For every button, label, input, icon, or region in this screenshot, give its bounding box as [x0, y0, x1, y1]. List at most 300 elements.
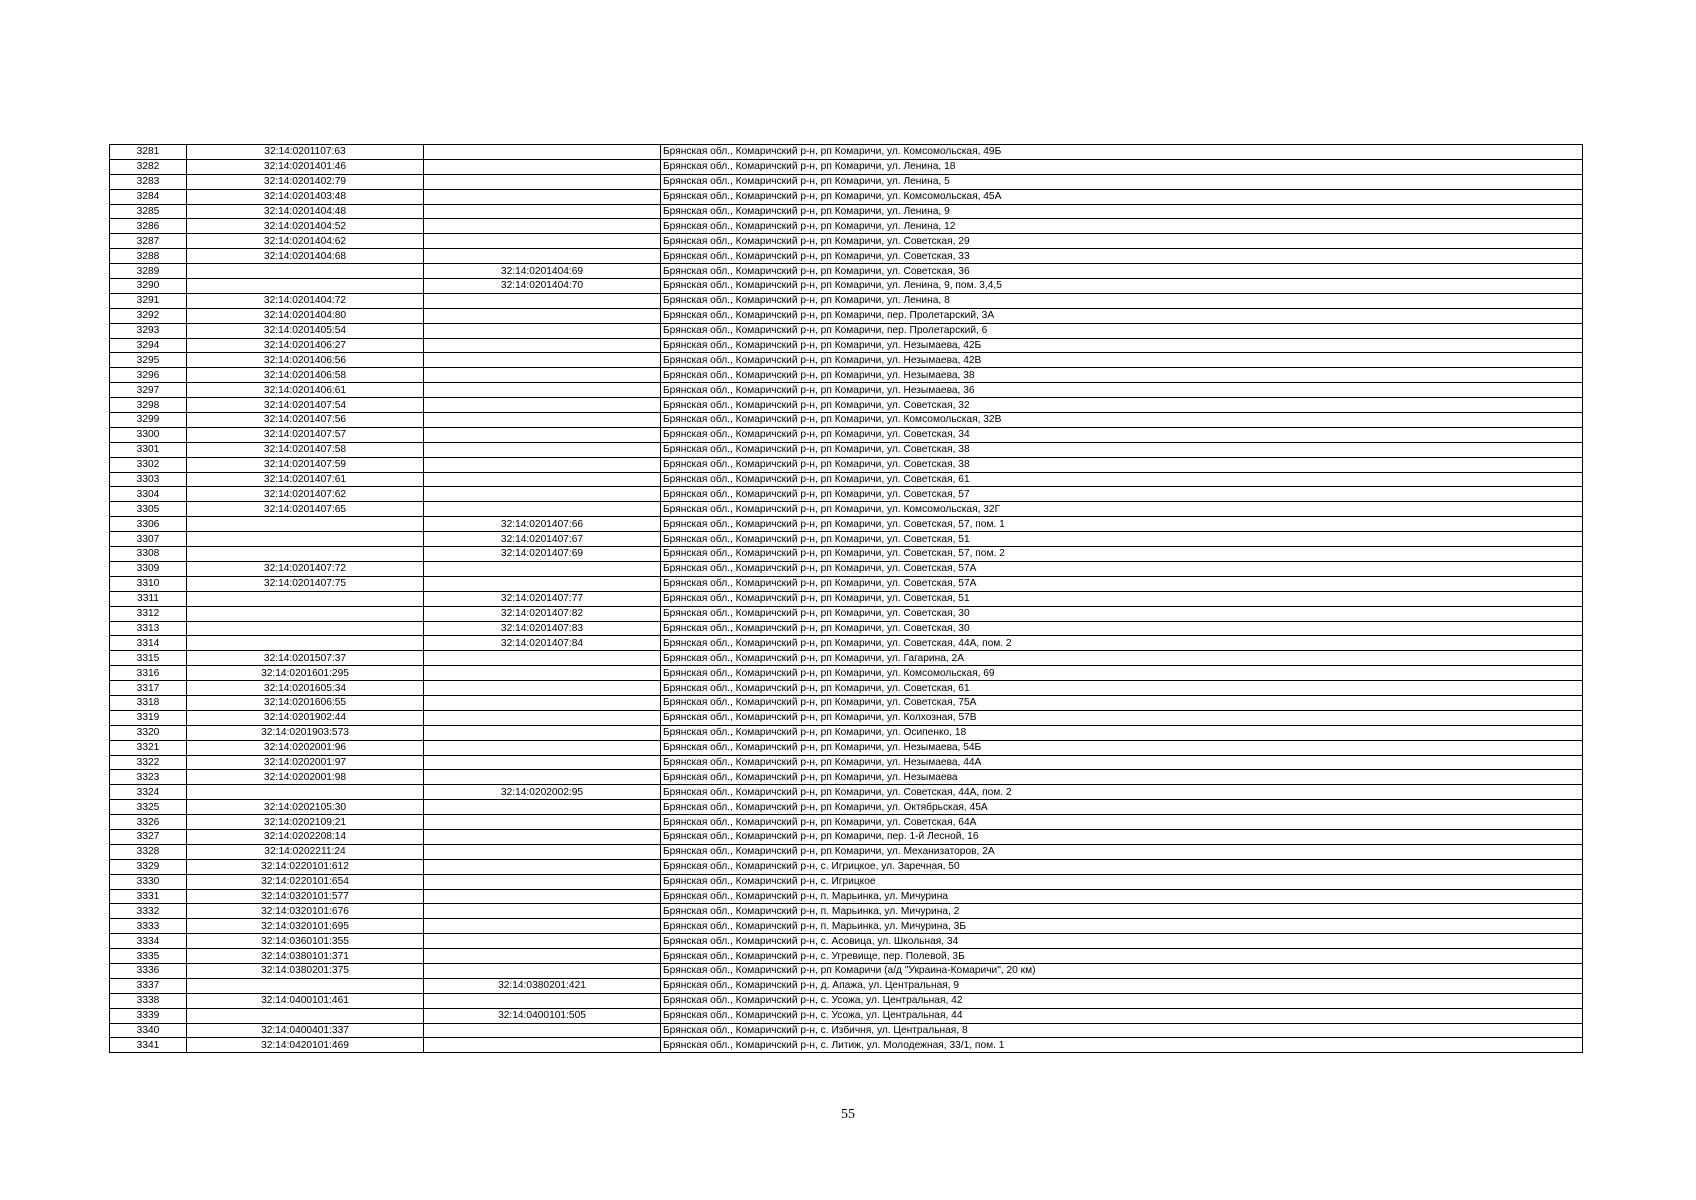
- address-cell: Брянская обл., Комаричский р-н, рп Комаричи, ул. Осипенко, 18: [661, 725, 1583, 740]
- address-cell: Брянская обл., Комаричский р-н, рп Комаричи, ул. Советская, 57А: [661, 561, 1583, 576]
- row-number-cell: 3302: [110, 457, 187, 472]
- cadastral-number-alt-cell: [424, 949, 661, 964]
- address-cell: Брянская обл., Комаричский р-н, рп Комаричи, ул. Незымаева, 54Б: [661, 740, 1583, 755]
- row-number-cell: 3292: [110, 308, 187, 323]
- cadastral-number-cell: 32:14:0201407:59: [187, 457, 424, 472]
- cadastral-number-cell: 32:14:0201902:44: [187, 710, 424, 725]
- row-number-cell: 3297: [110, 383, 187, 398]
- cadastral-number-alt-cell: 32:14:0201407:77: [424, 591, 661, 606]
- cadastral-number-alt-cell: 32:14:0202002:95: [424, 785, 661, 800]
- cadastral-number-cell: 32:14:0420101:469: [187, 1038, 424, 1053]
- cadastral-number-cell: 32:14:0202001:97: [187, 755, 424, 770]
- table-row: [110, 800, 1583, 815]
- cadastral-number-alt-cell: [424, 249, 661, 264]
- cadastral-number-cell: 32:14:0201404:52: [187, 219, 424, 234]
- table-row: [110, 442, 1583, 457]
- address-cell: Брянская обл., Комаричский р-н, рп Комаричи, ул. Советская, 34: [661, 427, 1583, 442]
- cadastral-number-alt-cell: [424, 934, 661, 949]
- table-row: [110, 681, 1583, 696]
- cadastral-number-cell: 32:14:0320101:695: [187, 919, 424, 934]
- table-row: [110, 1023, 1583, 1038]
- cadastral-number-alt-cell: [424, 204, 661, 219]
- cadastral-number-alt-cell: [424, 770, 661, 785]
- table-row: [110, 323, 1583, 338]
- cadastral-number-cell: 32:14:0380101:371: [187, 949, 424, 964]
- row-number-cell: 3283: [110, 174, 187, 189]
- row-number-cell: 3281: [110, 145, 187, 160]
- cadastral-number-cell: [187, 606, 424, 621]
- cadastral-number-alt-cell: [424, 159, 661, 174]
- table-row: [110, 591, 1583, 606]
- cadastral-table: [109, 144, 1583, 1053]
- row-number-cell: 3318: [110, 695, 187, 710]
- table-row: [110, 934, 1583, 949]
- address-cell: Брянская обл., Комаричский р-н, рп Комаричи, ул. Советская, 57, пом. 1: [661, 517, 1583, 532]
- row-number-cell: 3324: [110, 785, 187, 800]
- row-number-cell: 3338: [110, 993, 187, 1008]
- cadastral-number-alt-cell: [424, 993, 661, 1008]
- table-row: [110, 413, 1583, 428]
- cadastral-number-cell: 32:14:0201404:68: [187, 249, 424, 264]
- table-row: [110, 829, 1583, 844]
- row-number-cell: 3327: [110, 829, 187, 844]
- cadastral-number-alt-cell: [424, 576, 661, 591]
- table-row: [110, 785, 1583, 800]
- cadastral-number-cell: 32:14:0400401:337: [187, 1023, 424, 1038]
- row-number-cell: 3308: [110, 547, 187, 562]
- cadastral-number-alt-cell: [424, 874, 661, 889]
- row-number-cell: 3340: [110, 1023, 187, 1038]
- table-row: [110, 621, 1583, 636]
- table-row: [110, 874, 1583, 889]
- table-row: [110, 427, 1583, 442]
- row-number-cell: 3311: [110, 591, 187, 606]
- cadastral-number-cell: 32:14:0201606:55: [187, 695, 424, 710]
- address-cell: Брянская обл., Комаричский р-н, рп Комаричи, ул. Советская, 36: [661, 264, 1583, 279]
- cadastral-number-alt-cell: [424, 442, 661, 457]
- table-row: [110, 606, 1583, 621]
- cadastral-number-alt-cell: [424, 963, 661, 978]
- cadastral-number-cell: 32:14:0201407:57: [187, 427, 424, 442]
- cadastral-number-cell: 32:14:0201407:75: [187, 576, 424, 591]
- table-row: [110, 338, 1583, 353]
- cadastral-number-cell: [187, 547, 424, 562]
- row-number-cell: 3319: [110, 710, 187, 725]
- cadastral-number-alt-cell: [424, 145, 661, 160]
- cadastral-number-alt-cell: [424, 487, 661, 502]
- row-number-cell: 3329: [110, 859, 187, 874]
- cadastral-number-alt-cell: [424, 472, 661, 487]
- row-number-cell: 3289: [110, 264, 187, 279]
- row-number-cell: 3330: [110, 874, 187, 889]
- row-number-cell: 3300: [110, 427, 187, 442]
- table-row: [110, 844, 1583, 859]
- cadastral-number-cell: [187, 264, 424, 279]
- address-cell: Брянская обл., Комаричский р-н, рп Комаричи, ул. Ленина, 9, пом. 3,4,5: [661, 279, 1583, 294]
- table-row: [110, 368, 1583, 383]
- row-number-cell: 3285: [110, 204, 187, 219]
- address-cell: Брянская обл., Комаричский р-н, рп Комаричи, ул. Комсомольская, 32В: [661, 413, 1583, 428]
- cadastral-number-cell: 32:14:0201405:54: [187, 323, 424, 338]
- address-cell: Брянская обл., Комаричский р-н, рп Комаричи, ул. Советская, 38: [661, 442, 1583, 457]
- table-row: [110, 502, 1583, 517]
- row-number-cell: 3306: [110, 517, 187, 532]
- cadastral-number-alt-cell: [424, 323, 661, 338]
- table-row: [110, 189, 1583, 204]
- cadastral-number-alt-cell: [424, 561, 661, 576]
- cadastral-number-alt-cell: 32:14:0400101:505: [424, 1008, 661, 1023]
- cadastral-number-cell: 32:14:0320101:577: [187, 889, 424, 904]
- address-cell: Брянская обл., Комаричский р-н, п. Марьинка, ул. Мичурина, 3Б: [661, 919, 1583, 934]
- cadastral-number-cell: 32:14:0202001:96: [187, 740, 424, 755]
- row-number-cell: 3307: [110, 532, 187, 547]
- cadastral-number-alt-cell: [424, 829, 661, 844]
- row-number-cell: 3286: [110, 219, 187, 234]
- address-cell: Брянская обл., Комаричский р-н, п. Марьинка, ул. Мичурина, 2: [661, 904, 1583, 919]
- cadastral-number-cell: 32:14:0202208:14: [187, 829, 424, 844]
- address-cell: Брянская обл., Комаричский р-н, рп Комаричи, ул. Советская, 51: [661, 591, 1583, 606]
- cadastral-number-alt-cell: [424, 308, 661, 323]
- row-number-cell: 3309: [110, 561, 187, 576]
- row-number-cell: 3325: [110, 800, 187, 815]
- address-cell: Брянская обл., Комаричский р-н, с. Усожа, ул. Центральная, 44: [661, 1008, 1583, 1023]
- table-row: [110, 755, 1583, 770]
- table-row: [110, 1038, 1583, 1053]
- cadastral-number-cell: 32:14:0201407:72: [187, 561, 424, 576]
- row-number-cell: 3321: [110, 740, 187, 755]
- address-cell: Брянская обл., Комаричский р-н, рп Комаричи, ул. Гагарина, 2А: [661, 651, 1583, 666]
- table-row: [110, 695, 1583, 710]
- table-row: [110, 145, 1583, 160]
- cadastral-number-cell: 32:14:0201407:54: [187, 398, 424, 413]
- row-number-cell: 3341: [110, 1038, 187, 1053]
- cadastral-number-cell: [187, 591, 424, 606]
- cadastral-number-cell: 32:14:0220101:654: [187, 874, 424, 889]
- row-number-cell: 3304: [110, 487, 187, 502]
- cadastral-number-alt-cell: [424, 174, 661, 189]
- address-cell: Брянская обл., Комаричский р-н, рп Комаричи, ул. Ленина, 8: [661, 293, 1583, 308]
- address-cell: Брянская обл., Комаричский р-н, рп Комаричи, ул. Ленина, 5: [661, 174, 1583, 189]
- address-cell: Брянская обл., Комаричский р-н, рп Комаричи, ул. Незымаева, 36: [661, 383, 1583, 398]
- address-cell: Брянская обл., Комаричский р-н, рп Комаричи, ул. Механизаторов, 2А: [661, 844, 1583, 859]
- address-cell: Брянская обл., Комаричский р-н, с. Игрицкое: [661, 874, 1583, 889]
- row-number-cell: 3333: [110, 919, 187, 934]
- cadastral-number-cell: 32:14:0201404:48: [187, 204, 424, 219]
- row-number-cell: 3316: [110, 666, 187, 681]
- address-cell: Брянская обл., Комаричский р-н, рп Комаричи, ул. Незымаева, 38: [661, 368, 1583, 383]
- cadastral-number-cell: 32:14:0201402:79: [187, 174, 424, 189]
- table-row: [110, 308, 1583, 323]
- table-row: [110, 517, 1583, 532]
- cadastral-number-cell: 32:14:0201407:58: [187, 442, 424, 457]
- address-cell: Брянская обл., Комаричский р-н, рп Комаричи, ул. Комсомольская, 45А: [661, 189, 1583, 204]
- page-number: 55: [841, 1107, 855, 1122]
- table-row: [110, 174, 1583, 189]
- row-number-cell: 3332: [110, 904, 187, 919]
- table-row: [110, 859, 1583, 874]
- cadastral-number-cell: 32:14:0201601:295: [187, 666, 424, 681]
- cadastral-number-cell: [187, 978, 424, 993]
- cadastral-number-cell: 32:14:0220101:612: [187, 859, 424, 874]
- address-cell: Брянская обл., Комаричский р-н, с. Избичня, ул. Центральная, 8: [661, 1023, 1583, 1038]
- cadastral-number-alt-cell: [424, 293, 661, 308]
- cadastral-number-cell: 32:14:0202211:24: [187, 844, 424, 859]
- cadastral-number-alt-cell: 32:14:0201407:66: [424, 517, 661, 532]
- cadastral-number-cell: [187, 621, 424, 636]
- cadastral-number-alt-cell: [424, 695, 661, 710]
- row-number-cell: 3335: [110, 949, 187, 964]
- table-row: [110, 740, 1583, 755]
- address-cell: Брянская обл., Комаричский р-н, рп Комаричи, ул. Советская, 57: [661, 487, 1583, 502]
- table-row: [110, 576, 1583, 591]
- address-cell: Брянская обл., Комаричский р-н, рп Комаричи, ул. Советская, 32: [661, 398, 1583, 413]
- address-cell: Брянская обл., Комаричский р-н, с. Усожа, ул. Центральная, 42: [661, 993, 1583, 1008]
- cadastral-number-cell: 32:14:0201401:46: [187, 159, 424, 174]
- row-number-cell: 3291: [110, 293, 187, 308]
- cadastral-number-cell: [187, 1008, 424, 1023]
- address-cell: Брянская обл., Комаричский р-н, рп Комаричи, ул. Советская, 29: [661, 234, 1583, 249]
- table-row: [110, 666, 1583, 681]
- table-row: [110, 204, 1583, 219]
- cadastral-number-cell: [187, 785, 424, 800]
- row-number-cell: 3303: [110, 472, 187, 487]
- row-number-cell: 3320: [110, 725, 187, 740]
- address-cell: Брянская обл., Комаричский р-н, рп Комаричи, ул. Советская, 38: [661, 457, 1583, 472]
- table-row: [110, 279, 1583, 294]
- row-number-cell: 3288: [110, 249, 187, 264]
- cadastral-number-alt-cell: [424, 1038, 661, 1053]
- table-row: [110, 398, 1583, 413]
- address-cell: Брянская обл., Комаричский р-н, рп Комаричи, ул. Ленина, 12: [661, 219, 1583, 234]
- row-number-cell: 3287: [110, 234, 187, 249]
- address-cell: Брянская обл., Комаричский р-н, рп Комаричи, ул. Советская, 44А, пом. 2: [661, 785, 1583, 800]
- row-number-cell: 3295: [110, 353, 187, 368]
- row-number-cell: 3310: [110, 576, 187, 591]
- cadastral-number-cell: [187, 279, 424, 294]
- cadastral-number-alt-cell: [424, 889, 661, 904]
- table-row: [110, 159, 1583, 174]
- table-row: [110, 889, 1583, 904]
- address-cell: Брянская обл., Комаричский р-н, рп Комаричи, ул. Советская, 51: [661, 532, 1583, 547]
- cadastral-number-alt-cell: [424, 457, 661, 472]
- cadastral-number-alt-cell: [424, 725, 661, 740]
- cadastral-number-alt-cell: [424, 502, 661, 517]
- cadastral-number-cell: 32:14:0201605:34: [187, 681, 424, 696]
- row-number-cell: 3313: [110, 621, 187, 636]
- row-number-cell: 3298: [110, 398, 187, 413]
- cadastral-number-cell: 32:14:0201407:56: [187, 413, 424, 428]
- row-number-cell: 3336: [110, 963, 187, 978]
- address-cell: Брянская обл., Комаричский р-н, с. Литиж, ул. Молодежная, 33/1, пом. 1: [661, 1038, 1583, 1053]
- cadastral-number-alt-cell: [424, 234, 661, 249]
- cadastral-number-cell: 32:14:0201407:61: [187, 472, 424, 487]
- cadastral-number-cell: 32:14:0202001:98: [187, 770, 424, 785]
- address-cell: Брянская обл., Комаричский р-н, рп Комаричи, ул. Незымаева, 42Б: [661, 338, 1583, 353]
- cadastral-number-alt-cell: [424, 368, 661, 383]
- cadastral-number-alt-cell: [424, 413, 661, 428]
- cadastral-number-alt-cell: [424, 844, 661, 859]
- table-row: [110, 710, 1583, 725]
- cadastral-number-cell: [187, 636, 424, 651]
- cadastral-number-alt-cell: [424, 383, 661, 398]
- table-row: [110, 532, 1583, 547]
- cadastral-number-cell: 32:14:0201406:27: [187, 338, 424, 353]
- row-number-cell: 3299: [110, 413, 187, 428]
- cadastral-number-cell: 32:14:0201403:48: [187, 189, 424, 204]
- cadastral-number-alt-cell: [424, 651, 661, 666]
- cadastral-number-alt-cell: [424, 904, 661, 919]
- cadastral-number-alt-cell: 32:14:0201407:84: [424, 636, 661, 651]
- address-cell: Брянская обл., Комаричский р-н, рп Комаричи, ул. Советская, 57, пом. 2: [661, 547, 1583, 562]
- cadastral-number-alt-cell: [424, 815, 661, 830]
- cadastral-number-cell: 32:14:0360101:355: [187, 934, 424, 949]
- address-cell: Брянская обл., Комаричский р-н, рп Комаричи, пер. Пролетарский, 6: [661, 323, 1583, 338]
- address-cell: Брянская обл., Комаричский р-н, рп Комаричи, ул. Незымаева, 44А: [661, 755, 1583, 770]
- address-cell: Брянская обл., Комаричский р-н, рп Комаричи, ул. Комсомольская, 49Б: [661, 145, 1583, 160]
- address-cell: Брянская обл., Комаричский р-н, рп Комаричи, ул. Советская, 44А, пом. 2: [661, 636, 1583, 651]
- table-row: [110, 561, 1583, 576]
- address-cell: Брянская обл., Комаричский р-н, рп Комаричи, ул. Советская, 61: [661, 681, 1583, 696]
- cadastral-number-alt-cell: [424, 681, 661, 696]
- row-number-cell: 3314: [110, 636, 187, 651]
- cadastral-number-cell: 32:14:0201406:58: [187, 368, 424, 383]
- cadastral-number-alt-cell: [424, 189, 661, 204]
- table-row: [110, 919, 1583, 934]
- cadastral-number-cell: 32:14:0400101:461: [187, 993, 424, 1008]
- table-body: [110, 145, 1583, 1053]
- table-row: [110, 963, 1583, 978]
- cadastral-number-alt-cell: [424, 219, 661, 234]
- row-number-cell: 3312: [110, 606, 187, 621]
- cadastral-number-alt-cell: 32:14:0201407:67: [424, 532, 661, 547]
- cadastral-number-alt-cell: [424, 919, 661, 934]
- address-cell: Брянская обл., Комаричский р-н, рп Комаричи (а/д "Украина-Комаричи", 20 км): [661, 963, 1583, 978]
- table-row: [110, 234, 1583, 249]
- row-number-cell: 3339: [110, 1008, 187, 1023]
- table-row: [110, 1008, 1583, 1023]
- cadastral-number-alt-cell: 32:14:0201407:83: [424, 621, 661, 636]
- cadastral-number-alt-cell: [424, 353, 661, 368]
- row-number-cell: 3315: [110, 651, 187, 666]
- row-number-cell: 3334: [110, 934, 187, 949]
- row-number-cell: 3282: [110, 159, 187, 174]
- cadastral-number-alt-cell: 32:14:0201404:69: [424, 264, 661, 279]
- address-cell: Брянская обл., Комаричский р-н, рп Комаричи, ул. Октябрьская, 45А: [661, 800, 1583, 815]
- address-cell: Брянская обл., Комаричский р-н, рп Комаричи, ул. Комсомольская, 69: [661, 666, 1583, 681]
- cadastral-number-alt-cell: [424, 710, 661, 725]
- address-cell: Брянская обл., Комаричский р-н, рп Комаричи, ул. Ленина, 18: [661, 159, 1583, 174]
- table-row: [110, 904, 1583, 919]
- row-number-cell: 3328: [110, 844, 187, 859]
- table-row: [110, 651, 1583, 666]
- address-cell: Брянская обл., Комаричский р-н, рп Комаричи, ул. Советская, 30: [661, 606, 1583, 621]
- row-number-cell: 3296: [110, 368, 187, 383]
- row-number-cell: 3301: [110, 442, 187, 457]
- row-number-cell: 3337: [110, 978, 187, 993]
- table-row: [110, 993, 1583, 1008]
- cadastral-number-cell: 32:14:0201404:62: [187, 234, 424, 249]
- cadastral-number-alt-cell: [424, 859, 661, 874]
- table-row: [110, 815, 1583, 830]
- address-cell: Брянская обл., Комаричский р-н, рп Комаричи, ул. Ленина, 9: [661, 204, 1583, 219]
- table-row: [110, 353, 1583, 368]
- table-row: [110, 547, 1583, 562]
- address-cell: Брянская обл., Комаричский р-н, рп Комаричи, ул. Незымаева, 42В: [661, 353, 1583, 368]
- table-row: [110, 949, 1583, 964]
- address-cell: Брянская обл., Комаричский р-н, с. Угревище, пер. Полевой, 3Б: [661, 949, 1583, 964]
- table-row: [110, 264, 1583, 279]
- row-number-cell: 3305: [110, 502, 187, 517]
- cadastral-number-alt-cell: 32:14:0201407:69: [424, 547, 661, 562]
- row-number-cell: 3290: [110, 279, 187, 294]
- row-number-cell: 3317: [110, 681, 187, 696]
- cadastral-number-alt-cell: 32:14:0380201:421: [424, 978, 661, 993]
- table-row: [110, 383, 1583, 398]
- cadastral-number-cell: 32:14:0320101:676: [187, 904, 424, 919]
- address-cell: Брянская обл., Комаричский р-н, рп Комаричи, ул. Советская, 57А: [661, 576, 1583, 591]
- cadastral-number-alt-cell: [424, 740, 661, 755]
- cadastral-number-alt-cell: [424, 666, 661, 681]
- cadastral-number-cell: [187, 532, 424, 547]
- cadastral-number-cell: 32:14:0201407:62: [187, 487, 424, 502]
- cadastral-number-cell: 32:14:0201903:573: [187, 725, 424, 740]
- row-number-cell: 3284: [110, 189, 187, 204]
- address-cell: Брянская обл., Комаричский р-н, с. Игрицкое, ул. Заречная, 50: [661, 859, 1583, 874]
- address-cell: Брянская обл., Комаричский р-н, рп Комаричи, ул. Колхозная, 57В: [661, 710, 1583, 725]
- cadastral-number-cell: 32:14:0202105:30: [187, 800, 424, 815]
- row-number-cell: 3323: [110, 770, 187, 785]
- table-row: [110, 472, 1583, 487]
- cadastral-number-alt-cell: [424, 338, 661, 353]
- table-row: [110, 249, 1583, 264]
- address-cell: Брянская обл., Комаричский р-н, рп Комаричи, ул. Советская, 33: [661, 249, 1583, 264]
- table-row: [110, 219, 1583, 234]
- cadastral-number-cell: 32:14:0201404:72: [187, 293, 424, 308]
- row-number-cell: 3322: [110, 755, 187, 770]
- cadastral-number-alt-cell: [424, 1023, 661, 1038]
- cadastral-number-cell: 32:14:0380201:375: [187, 963, 424, 978]
- cadastral-number-alt-cell: [424, 755, 661, 770]
- address-cell: Брянская обл., Комаричский р-н, д. Апажа, ул. Центральная, 9: [661, 978, 1583, 993]
- cadastral-number-cell: 32:14:0201406:61: [187, 383, 424, 398]
- row-number-cell: 3294: [110, 338, 187, 353]
- address-cell: Брянская обл., Комаричский р-н, рп Комаричи, ул. Советская, 75А: [661, 695, 1583, 710]
- table-row: [110, 293, 1583, 308]
- cadastral-number-cell: 32:14:0201507:37: [187, 651, 424, 666]
- address-cell: Брянская обл., Комаричский р-н, рп Комаричи, ул. Советская, 64А: [661, 815, 1583, 830]
- address-cell: Брянская обл., Комаричский р-н, рп Комаричи, ул. Советская, 61: [661, 472, 1583, 487]
- row-number-cell: 3326: [110, 815, 187, 830]
- cadastral-number-alt-cell: 32:14:0201407:82: [424, 606, 661, 621]
- table-row: [110, 770, 1583, 785]
- cadastral-number-alt-cell: [424, 427, 661, 442]
- address-cell: Брянская обл., Комаричский р-н, рп Комаричи, пер. 1-й Лесной, 16: [661, 829, 1583, 844]
- table-row: [110, 725, 1583, 740]
- cadastral-number-cell: [187, 517, 424, 532]
- cadastral-number-cell: 32:14:0201404:80: [187, 308, 424, 323]
- row-number-cell: 3331: [110, 889, 187, 904]
- table-row: [110, 457, 1583, 472]
- address-cell: Брянская обл., Комаричский р-н, рп Комаричи, ул. Незымаева: [661, 770, 1583, 785]
- cadastral-number-alt-cell: [424, 800, 661, 815]
- cadastral-number-cell: 32:14:0201107:63: [187, 145, 424, 160]
- cadastral-number-cell: 32:14:0201407:65: [187, 502, 424, 517]
- table-row: [110, 636, 1583, 651]
- address-cell: Брянская обл., Комаричский р-н, рп Комаричи, ул. Комсомольская, 32Г: [661, 502, 1583, 517]
- address-cell: Брянская обл., Комаричский р-н, рп Комаричи, ул. Советская, 30: [661, 621, 1583, 636]
- cadastral-number-cell: 32:14:0202109:21: [187, 815, 424, 830]
- cadastral-number-alt-cell: [424, 398, 661, 413]
